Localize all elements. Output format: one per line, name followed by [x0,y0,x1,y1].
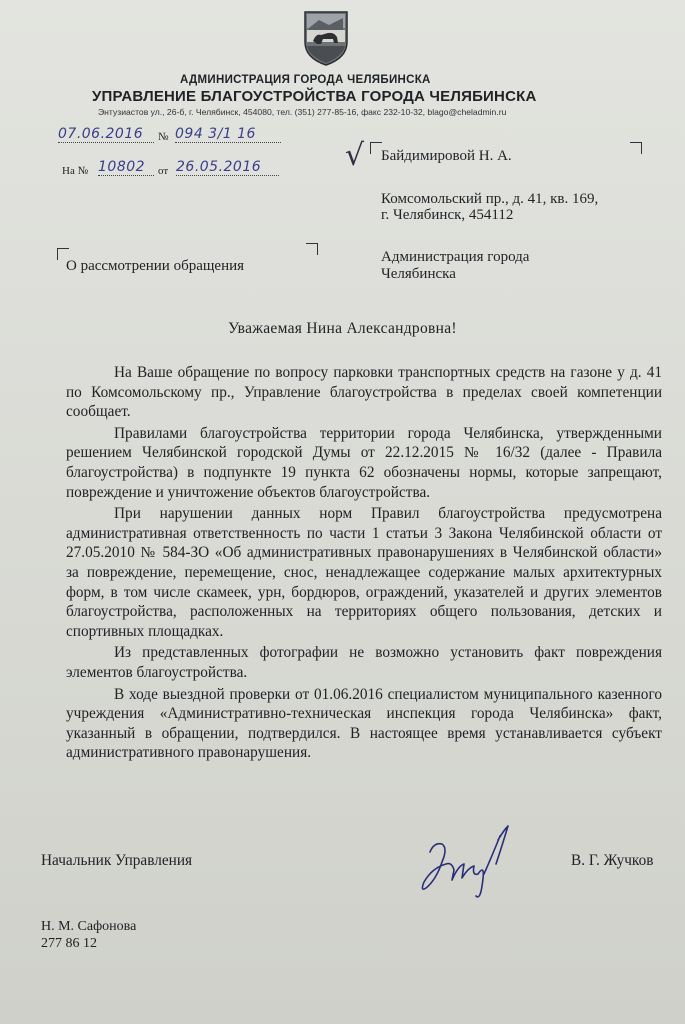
org-name-line1: АДМИНИСТРАЦИЯ ГОРОДА ЧЕЛЯБИНСКА [180,74,431,86]
signatory-name: В. Г. Жучков [571,852,654,869]
city-coat-of-arms-emblem [301,8,351,68]
check-mark-icon: √ [345,138,365,173]
addressee-name: Байдимировой Н. А. [381,148,512,164]
executor-name: Н. М. Сафонова [41,919,137,934]
org-address: Энтузиастов ул., 26-б, г. Челябинск, 454080, тел. (351) 277-85-16, факс 232-10-32, blago@cheladmin.ru [98,107,507,117]
body-paragraph-5: В ходе выездной проверки от 01.06.2016 специалистом муниципального казенного учреждения «Административно-техническая инспекция города Челябинска» факт, указанный в обращении, подтвердился. В настоящее время устанавливается субъект административного правонарушения. [66,685,662,762]
body-paragraph-3: При нарушении данных норм Правил благоустройства предусмотрена административная ответственность по части 1 статьи 3 Закона Челябинской области от 27.05.2010 № 584-ЗО «Об административных правонарушениях в Челябинской области» за повреждение, перемещение, снос, ненадлежащее содержание малых архитектурных форм, в том числе скамеек, урн, бордюров, ограждений, указателей и других элементов благоустройства, расположенных на территориях общего пользования, детских и спортивных площадках. [66,505,662,640]
outgoing-date: 07.06.2016 [58,126,154,143]
copy-recipient-line1: Администрация города [381,249,530,265]
incoming-number: 10802 [98,159,154,176]
signatory-title: Начальник Управления [41,852,193,869]
addressee-address-line2: г. Челябинск, 454112 [381,207,514,223]
executor-phone: 277 86 12 [41,936,97,951]
org-name-line2: УПРАВЛЕНИЕ БЛАГОУСТРОЙСТВА ГОРОДА ЧЕЛЯБИНСКА [92,88,537,105]
incoming-date-label: от [158,165,169,177]
body-paragraph-1: На Ваше обращение по вопросу парковки транспортных средств на газоне у д. 41 по Комсомольскому пр., Управление благоустройства в пределах своей компетенции сообщает. [66,364,662,421]
incoming-date: 26.05.2016 [176,159,279,176]
salutation: Уважаемая Нина Александровна! [228,320,457,337]
addressee-corner-top-right [630,142,642,154]
outgoing-number: 094 3/1 16 [175,126,281,143]
incoming-number-label: На № [62,165,89,177]
body-paragraph-4: Из представленных фотографии не возможно установить факт повреждения элементов благоустройства. [66,644,662,681]
letter-body [66,363,662,765]
letter-subject: О рассмотрении обращения [66,258,245,274]
handwritten-signature [412,822,522,902]
copy-recipient-line2: Челябинска [381,266,456,282]
subject-corner-top-right [306,243,318,255]
body-paragraph-2: Правилами благоустройства территории города Челябинска, утвержденными решением Челябинской городской Думы от 22.12.2015 № 16/32 (далее - Правила благоустройства) в подпункте 19 пункта 62 обозначены нормы, которые запрещают, повреждение и уничтожение объектов благоустройства. [66,424,662,501]
addressee-address-line1: Комсомольский пр., д. 41, кв. 169, [381,191,599,207]
outgoing-number-label: № [158,131,169,143]
